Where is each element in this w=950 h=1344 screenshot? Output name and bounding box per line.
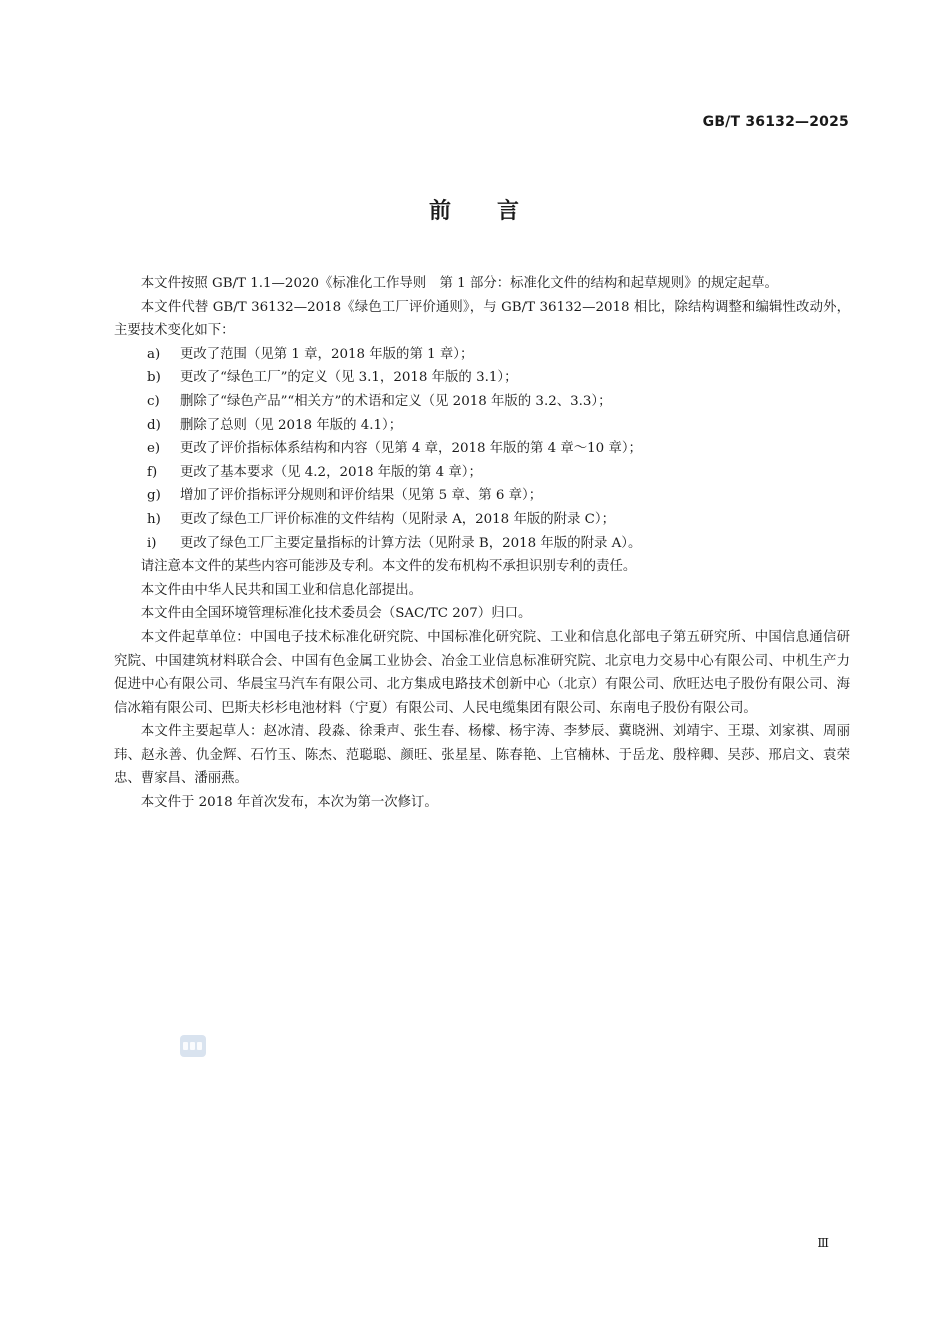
replacement-paragraph: 本文件代替 GB/T 36132—2018《绿色工厂评价通则》，与 GB/T 36132—2018 相比，除结构调整和编辑性改动外，主要技术变化如下： [114, 299, 850, 339]
drafting-units-paragraph: 本文件起草单位：中国电子技术标准化研究院、中国标准化研究院、工业和信息化部电子第五研究所、中国信息通信研究院、中国建筑材料联合会、中国有色金属工业协会、冶金工业信息标准研究院、北京电力交易中心有限公司、中机生产力促进中心有限公司、华晨宝马汽车有限公司、北方集成电路技术创新中心（北京）有限公司、欣旺达电子股份有限公司、海信冰箱有限公司、巴斯夫杉杉电池材料（宁夏）有限公司、人民电缆集团有限公司、东南电子股份有限公司。 [114, 629, 850, 716]
change-item: b) 更改了“绿色工厂”的定义（见 3.1，2018 年版的 3.1）； [147, 370, 518, 386]
committee-paragraph: 本文件由全国环境管理标准化技术委员会（SAC/TC 207）归口。 [140, 606, 532, 622]
proposer-paragraph: 本文件由中华人民共和国工业和信息化部提出。 [140, 582, 422, 598]
change-item: g) 增加了评价指标评分规则和评价结果（见第 5 章、第 6 章）； [147, 488, 543, 504]
title-char-2: 言 [497, 199, 522, 224]
page-number: Ⅲ [817, 1236, 829, 1250]
change-item: a) 更改了范围（见第 1 章，2018 年版的第 1 章）； [147, 346, 474, 362]
foreword-body [114, 272, 850, 815]
sac-logo-icon [180, 1035, 206, 1057]
standard-code: GB/T 36132—2025 [702, 114, 849, 130]
page-title [0, 194, 950, 225]
change-item: i) 更改了绿色工厂主要定量指标的计算方法（见附录 B，2018 年版的附录 A）。 [147, 535, 642, 551]
change-item: e) 更改了评价指标体系结构和内容（见第 4 章，2018 年版的第 4 章～10 章）； [147, 441, 642, 457]
change-item: c) 删除了“绿色产品”“相关方”的术语和定义（见 2018 年版的 3.2、3.3）； [147, 393, 612, 409]
change-item: d) 删除了总则（见 2018 年版的 4.1）； [147, 417, 403, 433]
change-item: f) 更改了基本要求（见 4.2，2018 年版的第 4 章）； [147, 464, 482, 480]
drafters-paragraph: 本文件主要起草人：赵冰清、段淼、徐秉声、张生春、杨檬、杨宇涛、李梦辰、冀晓洲、刘靖宇、王璟、刘家祺、周丽玮、赵永善、仇金辉、石竹玉、陈杰、范聪聪、颜旺、张星星、陈春艳、上官楠林、于岳龙、殷梓卿、吴莎、邢启文、袁荣忠、曹家昌、潘丽燕。 [114, 724, 850, 787]
drafting-rules-paragraph: 本文件按照 GB/T 1.1—2020《标准化工作导则 第 1 部分：标准化文件的结构和起草规则》的规定起草。 [140, 276, 778, 291]
change-item: h) 更改了绿色工厂评价标准的文件结构（见附录 A，2018 年版的附录 C）； [147, 511, 615, 527]
patent-notice: 请注意本文件的某些内容可能涉及专利。本文件的发布机构不承担识别专利的责任。 [140, 559, 637, 575]
title-char-1: 前 [428, 199, 453, 224]
history-paragraph: 本文件于 2018 年首次发布，本次为第一次修订。 [140, 795, 438, 811]
